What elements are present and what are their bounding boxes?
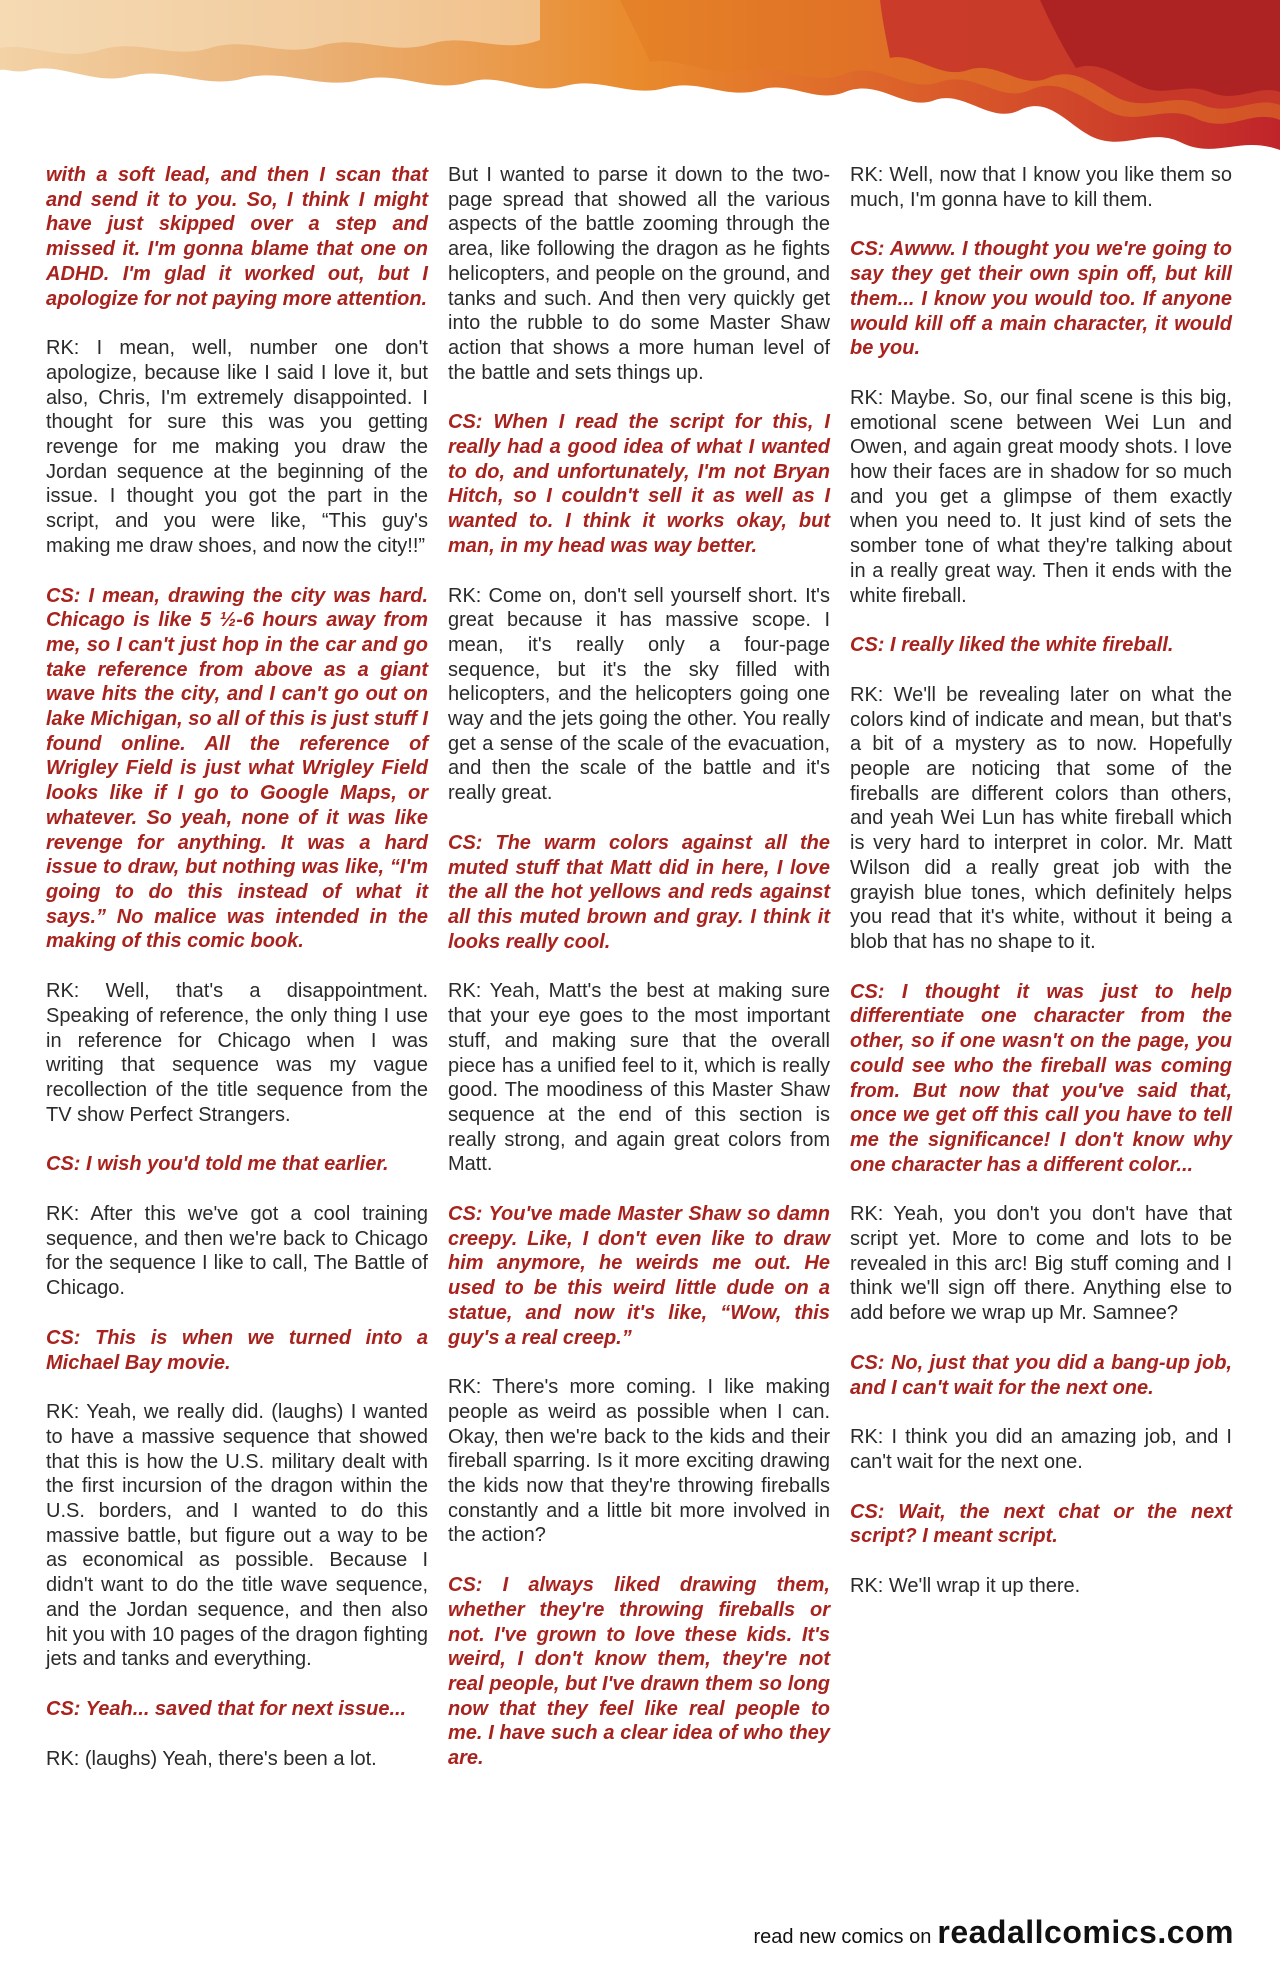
interview-paragraph: CS: The warm colors against all the muted stuff that Matt did in here, I love the all the hot yellows and reds against all this muted brown and gray. I think it looks really cool. [448, 831, 830, 953]
interview-paragraph: RK: Yeah, Matt's the best at making sure that your eye goes to the most important stuff, and making sure that the overall piece has a unified feel to it, which is really good. The moodiness of this Master Shaw sequence at the end of this section is really strong, and again great colors from Matt. [448, 980, 830, 1176]
column-1 [46, 163, 428, 1893]
decorative-paint-banner [0, 0, 1280, 160]
interview-paragraph: CS: I thought it was just to help differentiate one character from the other, so if one wasn't on the page, you could see who the fireball was coming from. But now that you've said that, once we get off this call you have to tell me the significance! I don't know why one character has a different color... [850, 980, 1232, 1176]
interview-paragraph: CS: You've made Master Shaw so damn creepy. Like, I don't even like to draw him anymore, he weirds me out. He used to be this weird little dude on a statue, and now it's like, “Wow, this guy's a real creep.” [448, 1203, 830, 1349]
interview-paragraph: RK: I think you did an amazing job, and I can't wait for the next one. [850, 1426, 1232, 1473]
interview-paragraph: RK: Come on, don't sell yourself short. It's great because it has massive scope. I mean, it's really only a four-page sequence, but it's the sky filled with helicopters, and the helicopters going one way and the jets going the other. You really get a sense of the scale of the evacuation, and then the scale of the battle and it's really great. [448, 584, 830, 805]
interview-paragraph: CS: Wait, the next chat or the next script? I meant script. [850, 1500, 1232, 1548]
interview-paragraph: CS: No, just that you did a bang-up job, and I can't wait for the next one. [850, 1351, 1232, 1399]
interview-paragraph: RK: Maybe. So, our final scene is this big, emotional scene between Wei Lun and Owen, and again great moody shots. I love how their faces are in shadow for so much and you get a glimpse of them exactly when you need to. It just kind of sets the somber tone of what they're talking about in a really great way. Then it ends with the white fireball. [850, 386, 1232, 607]
site-link[interactable]: readallcomics.com [937, 1914, 1234, 1950]
interview-paragraph: CS: When I read the script for this, I really had a good idea of what I wanted to do, and unfortunately, I'm not Bryan Hitch, so I couldn't sell it as well as I wanted to. I think it works okay, but man, in my head was way better. [448, 411, 830, 557]
article-columns [46, 163, 1232, 1893]
footer-note: read new comics on [753, 1926, 932, 1948]
interview-paragraph: CS: I always liked drawing them, whether they're throwing fireballs or not. I've grown to love these kids. It's weird, I don't know them, they're not real people, but I've drawn them so long now that they feel like real people to me. I have such a clear idea of who they are. [448, 1574, 830, 1770]
interview-paragraph: RK: We'll be revealing later on what the colors kind of indicate and mean, but that's a bit of a mystery as to now. Hopefully people are noticing that some of the fireballs are different colors than others, and yeah Wei Lun has white fireball which is very hard to interpret in color. Mr. Matt Wilson did a really great job with the grayish blue tones, which definitely helps you read that it's white, without it being a blob that has no shape to it. [850, 683, 1232, 953]
interview-paragraph: RK: Yeah, we really did. (laughs) I wanted to have a massive sequence that showed that this is how the U.S. military dealt with the first incursion of the dragon within the U.S. borders, and I wanted to do this massive battle, but figure out a way to be as economical as possible. Because I didn't want to do the title wave sequence, and the Jordan sequence, and then also hit you with 10 pages of the dragon fighting jets and tanks and everything. [46, 1401, 428, 1671]
interview-paragraph: CS: I really liked the white fireball. [850, 634, 1174, 657]
interview-paragraph: CS: I mean, drawing the city was hard. Chicago is like 5 ½-6 hours away from me, so I can't just hop in the car and go take reference from above as a giant wave hits the city, and I can't go out on lake Michigan, so all of this is just stuff I found online. All the reference of Wrigley Field is just what Wrigley Field looks like if I go to Google Maps, or whatever. So yeah, none of it was like revenge for anything. It was a hard issue to draw, but nothing was like, “I'm going to do this instead of what it says.” No malice was intended in the making of this comic book. [46, 584, 428, 953]
interview-paragraph: RK: Yeah, you don't you don't have that script yet. More to come and lots to be revealed in this arc! Big stuff coming and I think we'll sign off there. Anything else to add before we wrap up Mr. Samnee? [850, 1203, 1232, 1325]
column-3 [850, 163, 1232, 1893]
footer-credit [753, 1914, 1234, 1951]
interview-paragraph: RK: We'll wrap it up there. [850, 1575, 1081, 1598]
interview-paragraph: RK: After this we've got a cool training sequence, and then we're back to Chicago for the sequence I like to call, The Battle of Chicago. [46, 1203, 428, 1300]
interview-paragraph: RK: I mean, well, number one don't apologize, because like I said I love it, but also, Chris, I'm extremely disappointed. I thought for sure this was you getting revenge for me making you draw the Jordan sequence at the beginning of the issue. I thought you got the part in the script, and you were like, “This guy's making me draw shoes, and now the city!!” [46, 337, 428, 557]
interview-paragraph: CS: Yeah... saved that for next issue... [46, 1697, 407, 1720]
interview-paragraph: CS: I wish you'd told me that earlier. [46, 1153, 389, 1176]
interview-paragraph: with a soft lead, and then I scan that and send it to you. So, I think I might have just skipped over a step and missed it. I'm gonna blame that one on ADHD. I'm glad it worked out, but I apologize for not paying more attention. [46, 164, 428, 310]
interview-paragraph: But I wanted to parse it down to the two-page spread that showed all the various aspects of the battle zooming through the area, like following the dragon as he fights helicopters, and people on the ground, and tanks and such. And then very quickly get into the rubble to do some Master Shaw action that shows a more human level of the battle and sets things up. [448, 164, 830, 384]
interview-paragraph: RK: Well, now that I know you like them so much, I'm gonna have to kill them. [850, 164, 1232, 211]
interview-paragraph: RK: Well, that's a disappointment. Speaking of reference, the only thing I use in reference for Chicago when I was writing that sequence was my vague recollection of the title sequence from the TV show Perfect Strangers. [46, 980, 428, 1126]
column-2 [448, 163, 830, 1893]
interview-paragraph: CS: Awww. I thought you we're going to say they get their own spin off, but kill them... I know you would too. If anyone would kill off a main character, it would be you. [850, 238, 1232, 360]
interview-paragraph: RK: (laughs) Yeah, there's been a lot. [46, 1747, 377, 1770]
interview-paragraph: CS: This is when we turned into a Michael Bay movie. [46, 1326, 428, 1374]
interview-paragraph: RK: There's more coming. I like making people as weird as possible when I can. Okay, then we're back to the kids and their fireball sparring. Is it more exciting drawing the kids now that they're throwing fireballs constantly and a little bit more involved in the action? [448, 1376, 830, 1547]
